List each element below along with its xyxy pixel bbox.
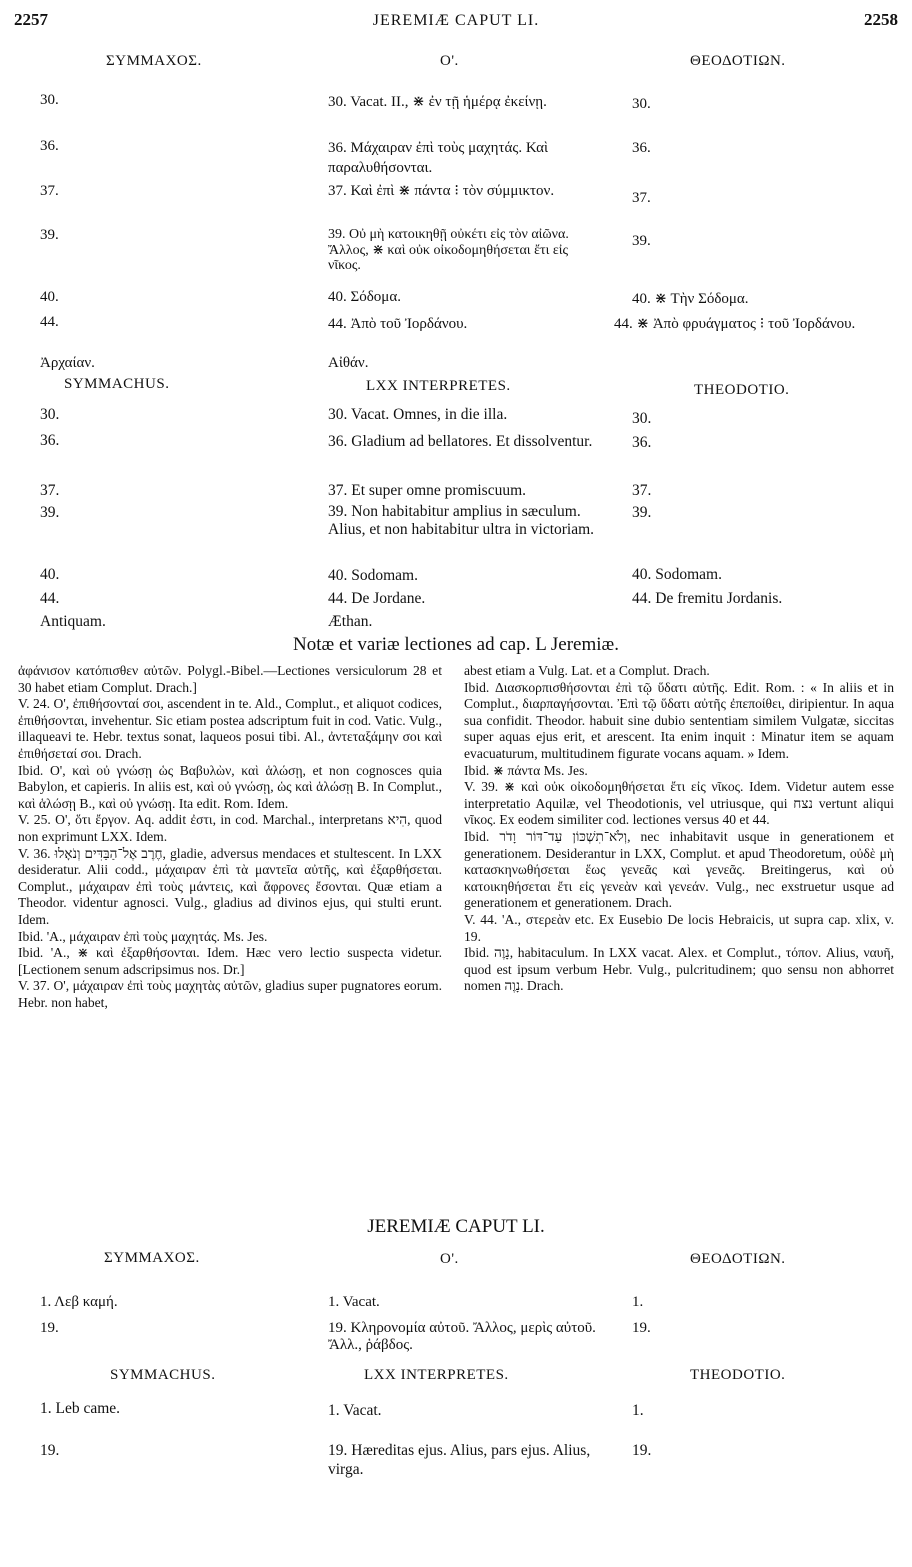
col-header-symmachus-greek: ΣΥΜΜΑΧΟΣ. [104, 1250, 200, 1266]
note-paragraph: V. 24. O', ἐπιθήσονταί σοι, ascendent in te. Ald., Complut., et aliquot codices, ἐπιθήσονται, invehentur. Sic etiam postea adscriptum fuit in cod. Vatic. Vulg., illaqueavi te. Hebr. textus sonat, laqueos posui tibi. Al., ἀντεταξάμην σοι καὶ ἐπιθήσεταί σοι. Drach. [18, 696, 442, 761]
greek-row-c2: 39. Οὐ μὴ κατοικηθῇ οὐκέτι εἰς τὸν αἰῶνα. Ἄλλος, ⋇ καὶ οὐκ οἰκοδομηθήσεται ἔτι εἰς νῖκος. [328, 227, 569, 273]
latin-row-c3: 36. [632, 434, 652, 451]
latin-row-c1: 30. [40, 406, 60, 423]
latin-row-c3: 40. Sodomam. [632, 566, 722, 583]
col-header-lxx-latin: LXX INTERPRETES. [364, 1367, 509, 1383]
note-paragraph: Ibid. 'A., μάχαιραν ἐπὶ τοὺς μαχητάς. Ms. Jes. [18, 928, 268, 944]
latin-row-c1: 40. [40, 566, 60, 583]
note-paragraph: Ibid. נָוֶה, habitaculum. In LXX vacat. Alex. et Complut., τόπον. Alius, ναυῆ, quod est ipsum verbum Hebr. Vulg., pulcritudinem; quo sensu non abhorret nomen נָוֶה. Drach. [464, 945, 894, 994]
col-header-lxx-greek: O'. [440, 53, 459, 69]
chapter-title: JEREMIÆ CAPUT LI. [367, 1216, 545, 1237]
notes-title: Notæ et variæ lectiones ad cap. L Jeremiæ. [293, 634, 619, 655]
latin-row-c1: Antiquam. [40, 613, 106, 630]
greek-row-c2: 44. Ἀπὸ τοῦ Ἰορδάνου. [328, 316, 468, 332]
notes-column-right [464, 663, 894, 995]
note-paragraph: Ibid. וְלֹא־תִשְׁכּוֹן עַד־דּוֹר וָדֹר, nec inhabitavit usque in generationem et generationem. Desiderantur in LXX, Complut. et apud Theodoretum, οὐδὲ μὴ κατασκηνωθήσεται ἕως γενεᾶς καὶ γενεᾶς. Breitingerus, καὶ οὐ κατοικηθήσεται ἔτι εἰς γενεὰν καὶ γενεάν. Vulg., nec exstruetur usque ad generationem et generationem. Drach. [464, 828, 894, 911]
greek-row-c1: 36. [40, 138, 59, 154]
note-paragraph: V. 44. 'A., στερεὰν etc. Ex Eusebio De locis Hebraicis, ut supra cap. xlix, v. 19. [464, 911, 894, 944]
greek-row-c1: 39. [40, 227, 59, 243]
greek-row-c3: 40. ⋇ Τὴν Σόδομα. [632, 291, 749, 307]
latin-row-c1: 1. Leb came. [40, 1400, 121, 1417]
latin-row-c3: 44. De fremitu Jordanis. [632, 590, 783, 607]
latin-row-c3: 37. [632, 482, 652, 499]
running-header [14, 10, 898, 32]
col-header-symmachus-latin: SYMMACHUS. [110, 1367, 216, 1383]
latin-row-c3: 30. [632, 410, 652, 427]
greek-row-c2: 1. Vacat. [328, 1294, 380, 1310]
note-paragraph: abest etiam a Vulg. Lat. et a Complut. Drach. [464, 663, 710, 678]
col-header-theodotion-greek: ΘΕΟΔΟΤΙΩΝ. [690, 1251, 786, 1267]
greek-row-c1: 19. [40, 1320, 59, 1336]
latin-row-c3: 39. [632, 504, 652, 521]
latin-row-c1: 44. [40, 590, 60, 607]
col-header-symmachus-greek: ΣΥΜΜΑΧΟΣ. [106, 53, 202, 69]
page-number-left: 2257 [14, 10, 48, 29]
greek-row-c2: 36. Μάχαιραν ἐπὶ τοὺς μαχητάς. Καὶ παραλυθήσονται. [328, 140, 548, 176]
notes-column-left [18, 663, 442, 1011]
greek-row-c1: 37. [40, 183, 59, 199]
latin-row-c2: Æthan. [328, 613, 373, 630]
greek-row-c2: 19. Κληρονομία αὐτοῦ. Ἄλλος, μερὶς αὐτοῦ. Ἄλλ., ῥάβδος. [328, 1320, 596, 1353]
latin-row-c3: 19. [632, 1442, 652, 1459]
greek-row-c2: 40. Σόδομα. [328, 289, 401, 305]
latin-row-c2: 1. Vacat. [328, 1402, 382, 1419]
note-paragraph: Ibid. O', καὶ οὐ γνώσῃ ὡς Βαβυλὼν, καὶ ἁλώσῃ, et non cognosces quia Babylon, et capieris. In aliis est, καὶ οὐ γνώσῃ, ὡς καὶ ἁλώσῃ B. In Complut., καὶ ἁλώσῃ B., καὶ οὐ γνώσῃ. Ita edit. Rom. Idem. [18, 762, 442, 811]
latin-row-c1: 19. [40, 1442, 60, 1459]
greek-row-c2: 37. Καὶ ἐπὶ ⋇ πάντα ⁝ τὸν σύμμικτον. [328, 183, 555, 199]
note-paragraph: ἀφάνισον κατόπισθεν αὐτῶν. Polygl.-Bibel.—Lectiones versiculorum 28 et 30 habet etiam Complut. Drach.] [18, 663, 442, 695]
col-header-lxx-latin: LXX INTERPRETES. [366, 378, 511, 394]
note-paragraph: V. 39. ⋇ καὶ οὐκ οἰκοδομηθήσεται ἔτι εἰς νῖκος. Idem. Videtur autem esse interpretatio Aquilæ, vel Theodotionis, vel utriusque, qui נצח vertunt aliqui νῖκος. Ex eodem similiter cod. lectiones versus 40 et 44. [464, 779, 894, 828]
greek-row-c1: 1. Λεβ καμή. [40, 1294, 118, 1310]
latin-row-c1: 37. [40, 482, 60, 499]
latin-row-c1: 39. [40, 504, 60, 521]
latin-row-c2: 36. Gladium ad bellatores. Et dissolventur. [328, 433, 593, 450]
note-paragraph: V. 37. O', μάχαιραν ἐπὶ τοὺς μαχητὰς αὐτῶν, gladius super pugnatores eorum. Hebr. non habet, [18, 978, 442, 1010]
col-header-lxx-greek: O'. [440, 1251, 459, 1267]
greek-row-c3: 37. [632, 190, 651, 206]
latin-row-c3: 1. [632, 1402, 644, 1419]
greek-row-c3: 30. [632, 96, 651, 112]
greek-row-c1: 30. [40, 92, 59, 108]
latin-row-c2: 30. Vacat. Omnes, in die illa. [328, 406, 508, 423]
greek-row-c1: 40. [40, 289, 59, 305]
greek-row-c3: 19. [632, 1320, 651, 1336]
greek-row-c1: Ἀρχαίαν. [40, 355, 95, 371]
greek-row-c3: 1. [632, 1294, 644, 1310]
running-title: JEREMIÆ CAPUT LI. [372, 12, 540, 29]
col-header-theodotion-greek: ΘΕΟΔΟΤΙΩΝ. [690, 53, 786, 69]
latin-row-c2: 19. Hæreditas ejus. Alius, pars ejus. Alius, virga. [328, 1442, 591, 1478]
note-paragraph: V. 25. O', ὅτι ἔργον. Aq. addit ἐστι, in cod. Marchal., interpretans הִיא, quod non exprimunt LXX. Idem. [18, 812, 443, 844]
note-paragraph: Ibid. ⋇ πάντα Ms. Jes. [464, 762, 588, 778]
greek-row-c2: Αἰθάν. [328, 355, 369, 371]
latin-row-c1: 36. [40, 432, 60, 449]
latin-row-c2: 44. De Jordane. [328, 590, 426, 607]
greek-row-c3: 36. [632, 140, 651, 156]
greek-row-c3: 44. ⋇ Ἀπὸ φρυάγματος ⁝ τοῦ Ἰορδάνου. [614, 316, 856, 332]
note-paragraph: Ibid. 'A., ⋇ καὶ ἐξαρθήσονται. Idem. Hæc vero lectio suspecta videtur. [Lectionem senum adscripsimus nos. Dr.] [18, 945, 442, 977]
greek-row-c3: 39. [632, 233, 651, 249]
note-paragraph: Ibid. Διασκορπισθήσονται ἐπὶ τῷ ὕδατι αὐτῆς. Edit. Rom. : « In aliis et in Complut., διαρπαγήσονται. Ἐπὶ τῷ ὕδατι αὐτῆς ἐπεποίθει, diripientur. In aqua sua confidit. Theodor. habuit sine dubio sententiam similem Vulgatæ, siccitas super aquas ejus erit, et arescent. Ita enim inquit : Minatur item se aquam evacuaturum, multitudinem figurate vocans aquam. » Idem. [464, 679, 894, 761]
greek-row-c1: 44. [40, 314, 59, 330]
latin-row-c2: 37. Et super omne promiscuum. [328, 482, 527, 499]
greek-row-c2: 30. Vacat. II., ⋇ ἐν τῇ ἡμέρᾳ ἐκείνῃ. [328, 94, 547, 110]
col-header-theodotion-latin: THEODOTIO. [690, 1367, 786, 1383]
col-header-theodotion-latin: THEODOTIO. [694, 382, 790, 398]
note-paragraph: V. 36. חֶרֶב אֶל־הַבַּדִּים וְנֹאָלוּ, gladie, adversus mendaces et stultescent. In LXX desideratur. Alii codd., μάχαιραν ἐπὶ τὰ μαντεῖα αὐτῆς, καὶ ἐξαρθήσεται. Complut., μάχαιραν ἐπὶ τοὺς μάντεις, καὶ ἄφρονες ἔσονται. Quæ etiam a Theodor. videntur agnosci. Vulg., gladius ad divinos ejus, qui stulti erunt. Idem. [18, 845, 442, 927]
col-header-symmachus-latin: SYMMACHUS. [64, 376, 170, 392]
latin-row-c2: 40. Sodomam. [328, 567, 418, 584]
page-number-right: 2258 [864, 10, 898, 29]
latin-row-c2: 39. Non habitabitur amplius in sæculum. Alius, et non habitabitur ultra in victoriam. [328, 503, 595, 538]
